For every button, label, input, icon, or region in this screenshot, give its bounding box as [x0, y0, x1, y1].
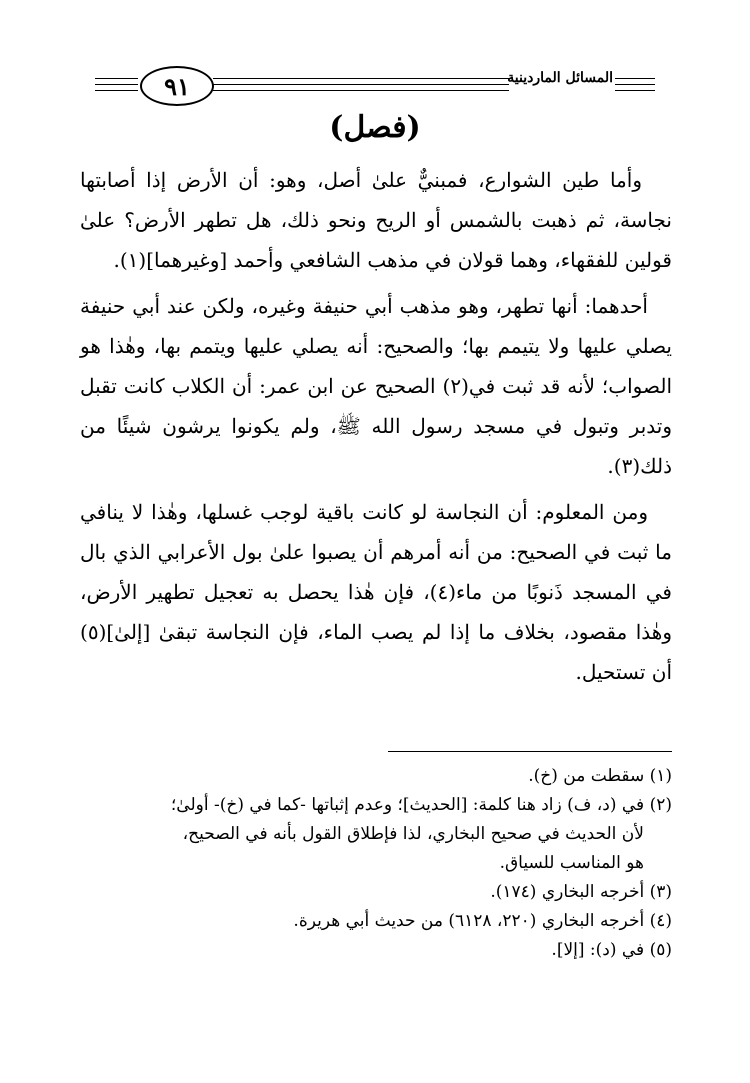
paragraph: وأما طين الشوارع، فمبنيٌّ علىٰ أصل، وهو: أن الأرض إذا أصابتها نجاسة، ثم ذهبت بالشمس أو الريح ونحو ذلك، هل تطهر الأرض؟ علىٰ قولين للفقهاء، وهما قولان في مذهب الشافعي وأحمد [وغيرهما](١). [80, 168, 672, 272]
main-text [80, 160, 672, 698]
header-rule [213, 78, 509, 79]
section-heading: (فصل) [329, 110, 421, 145]
footnote-separator [388, 751, 672, 752]
footnote-continuation: لأن الحديث في صحيح البخاري، لذا فإطلاق القول بأنه في الصحيح، [182, 824, 644, 844]
footnote: (٣) أخرجه البخاري (١٧٤). [490, 882, 672, 902]
page-header [95, 64, 655, 108]
header-rule [615, 84, 655, 85]
header-rule [615, 90, 655, 91]
running-title: المسائل الماردينية [507, 70, 613, 86]
paragraph: أحدهما: أنها تطهر، وهو مذهب أبي حنيفة وغيره، ولكن عند أبي حنيفة يصلي عليها ولا يتيمم بها؛ والصحيح: أنه يصلي عليها ويتمم بها، وهٰذا هو الصواب؛ لأنه قد ثبت في(٢) الصحيح عن ابن عمر: أن الكلاب كانت تقبل وتدبر وتبول في مسجد رسول الله ﷺ، ولم يكونوا يرشون شيئًا من ذلك(٣). [80, 294, 672, 478]
footnote: (٢) في (د، ف) زاد هنا كلمة: [الحديث]؛ وعدم إثباتها -كما في (خ)- أولىٰ؛ [170, 795, 672, 815]
footnote: (١) سقطت من (خ). [528, 766, 672, 786]
header-rule [213, 90, 509, 91]
footnote: (٥) في (د): [إلا]. [551, 940, 672, 960]
footnote: (٤) أخرجه البخاري (٢٢٠، ٦١٢٨) من حديث أبي هريرة. [293, 911, 672, 931]
paragraph: ومن المعلوم: أن النجاسة لو كانت باقية لوجب غسلها، وهٰذا لا ينافي ما ثبت في الصحيح: من أنه أمرهم أن يصبوا علىٰ بول الأعرابي الذي بال في المسجد ذَنوبًا من ماء(٤)، فإن هٰذا يحصل به تعجيل تطهير الأرض، وهٰذا مقصود، بخلاف ما إذا لم يصب الماء، فإن النجاسة تبقىٰ [إلىٰ](٥) أن تستحيل. [80, 500, 672, 684]
header-rule [95, 90, 138, 91]
header-rule [95, 84, 138, 85]
header-rule [615, 78, 655, 79]
page-number-badge: ٩١ [140, 66, 214, 106]
header-rule [213, 84, 509, 85]
footnote-continuation: هو المناسب للسياق. [499, 853, 644, 873]
header-rule [95, 78, 138, 79]
footnotes [80, 762, 672, 965]
